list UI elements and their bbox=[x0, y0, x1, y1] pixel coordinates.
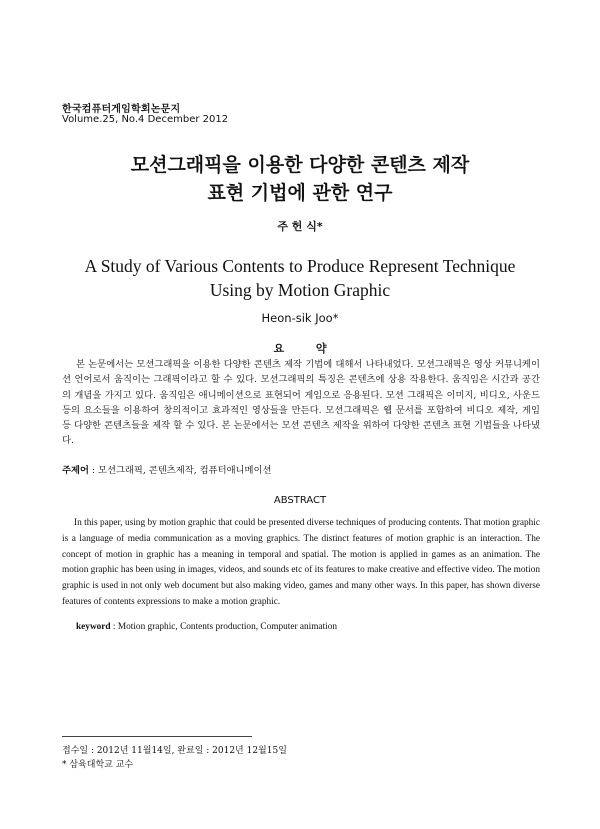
footnote-divider bbox=[62, 736, 252, 737]
journal-name: 한국컴퓨터게임학회논문지 bbox=[62, 104, 181, 115]
author-korean: 주 헌 식* bbox=[277, 220, 323, 233]
title-english-line-2: Using by Motion Graphic bbox=[209, 280, 391, 300]
keywords-korean-label: 주제어 bbox=[62, 465, 89, 476]
keywords-english-label: keyword bbox=[76, 622, 111, 632]
summary-heading: 요 약 bbox=[273, 342, 341, 355]
keywords-korean bbox=[62, 462, 271, 476]
abstract-english: In this paper, using by motion graphic that could be presented diverse techniques of producing contents. That motion graphic is a language of media communication as a moving graphics. The distinct features of motion graphic is an interaction. The concept of motion in graphic has a meaning in temporal and spatial. The motion is applied in games as an animation. The motion graphic has been using in images, videos, and sounds etc of its features to make creative and effective video. The motion graphic is used in not only web document but also making video, games and many other ways. In this paper, has shown diverse features of contents expressions to make a motion graphic. bbox=[62, 518, 540, 607]
abstract-heading: ABSTRACT bbox=[273, 495, 327, 506]
keywords-korean-text: : 모션그래픽, 콘텐츠제작, 컴퓨터애니메이션 bbox=[88, 465, 272, 476]
keywords-english bbox=[76, 622, 337, 632]
title-korean-line-1: 모션그래픽을 이용한 다양한 콘텐츠 제작 bbox=[130, 154, 470, 176]
keywords-english-text: : Motion graphic, Contents production, Computer animation bbox=[110, 622, 338, 632]
title-english-line-1: A Study of Various Contents to Produce Represent Technique bbox=[84, 256, 516, 276]
journal-issue: Volume.25, No.4 December 2012 bbox=[62, 114, 229, 125]
author-english: Heon-sik Joo* bbox=[261, 311, 339, 325]
author-affiliation-note: * 삼육대학교 교수 bbox=[62, 760, 134, 770]
title-korean-line-2: 표현 기법에 관한 연구 bbox=[207, 182, 393, 204]
abstract-korean: 본 논문에서는 모션그래픽을 이용한 다양한 콘텐츠 제작 기법에 대해서 나타내었다. 모션그래픽은 영상 커뮤니케이션 언어로서 움직이는 그래픽이라고 할 수 있다. 모션그래픽의 특징은 콘텐츠에 상용 작용한다. 움직임은 시간과 공간의 개념을 가지고 있다. 움직임은 애니메이션으로 표현되어 게임으로 응용된다. 모션 그래픽은 이미지, 비디오, 사운드 등의 요소들을 이용하여 창의적이고 효과적인 영상들을 만든다. 모션그래픽은 웹 문서를 포함하여 비디오 제작, 게임 등 다양한 콘텐츠들을 제작 할 수 있다. 본 논문에서는 모션 콘텐츠 제작을 위하여 다양한 콘텐츠 표현 기법들을 나타냈다. bbox=[62, 359, 540, 447]
received-date-note: 접수일 : 2012년 11월14일, 완료일 : 2012년 12월15일 bbox=[62, 746, 287, 756]
